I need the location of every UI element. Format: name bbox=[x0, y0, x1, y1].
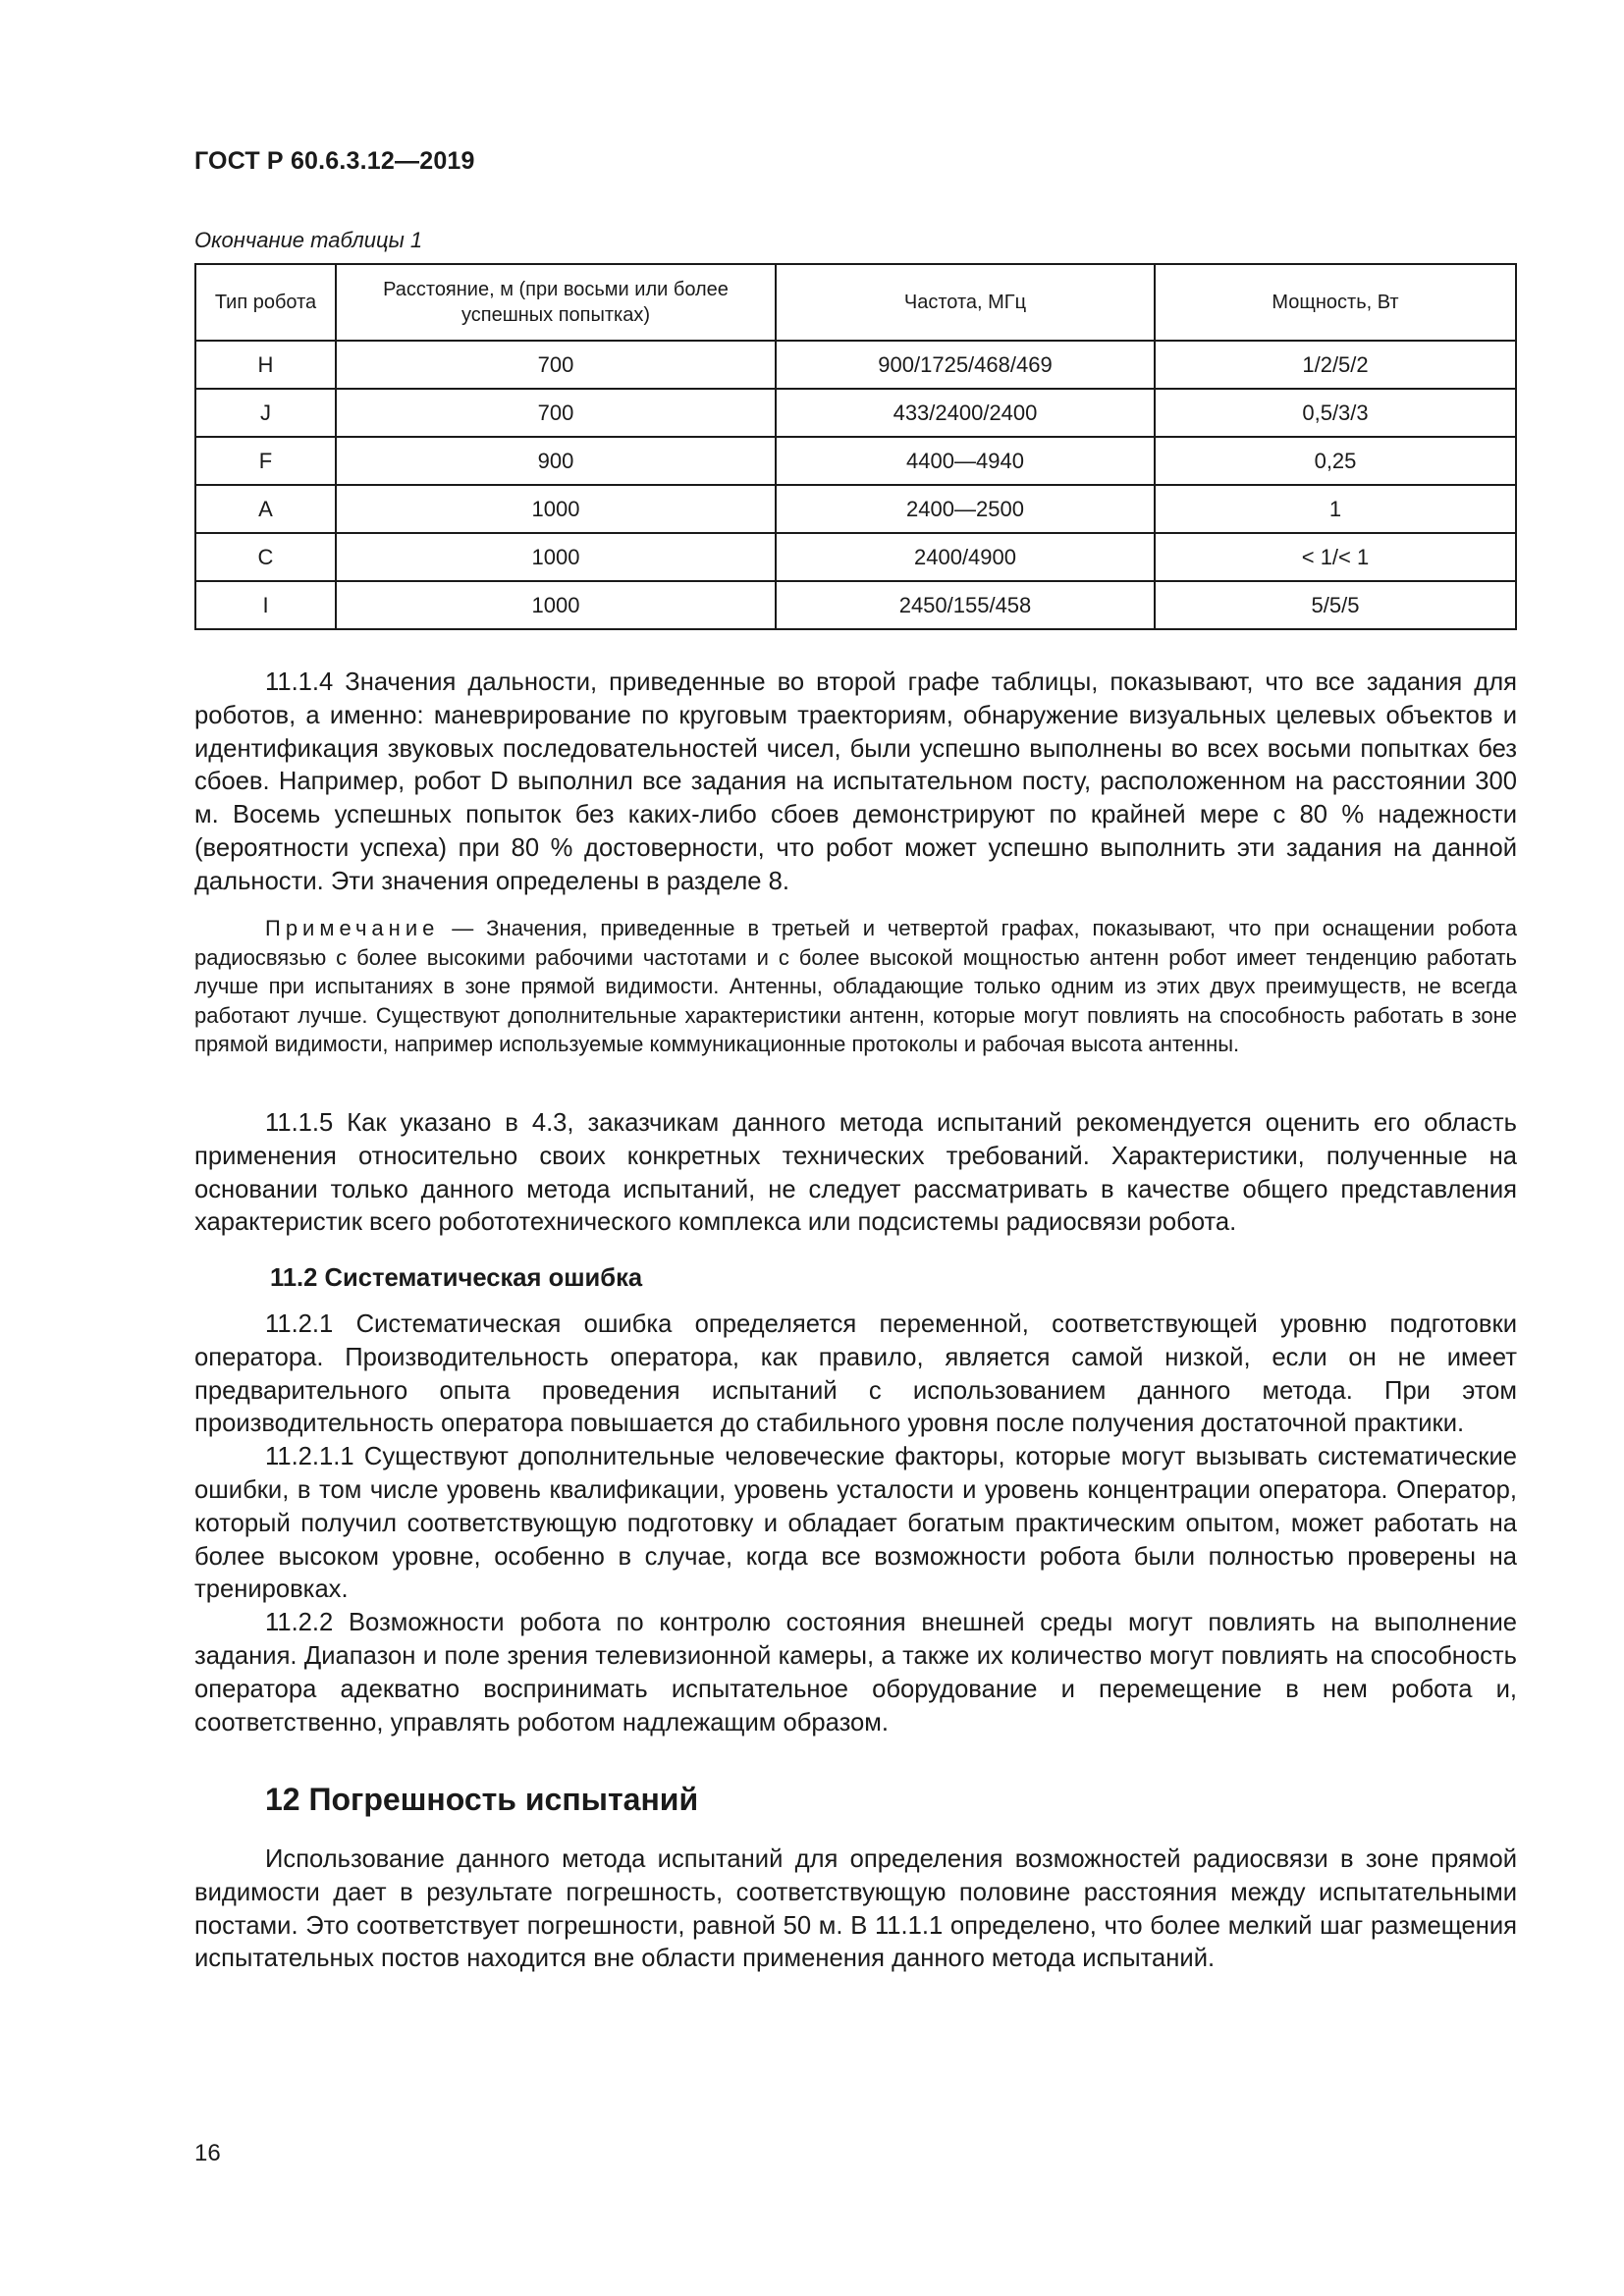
paragraph-11-2-1: 11.2.1 Систематическая ошибка определяется переменной, соответствующей уровню подготовки оператора. Производительность оператора, как правило, является самой низкой, если он не имеет предварительного опыта проведения испытаний с использованием данного метода. При этом производительность оператора повышается до стабильного уровня после получения достаточной практики. bbox=[194, 1310, 1517, 1438]
table-cell: 1000 bbox=[336, 485, 776, 533]
table-caption: Окончание таблицы 1 bbox=[194, 228, 423, 252]
table-cell: 2450/155/458 bbox=[776, 581, 1155, 629]
subsection-heading: 11.2 Систематическая ошибка bbox=[270, 1264, 643, 1292]
column-header: Тип робота bbox=[195, 264, 336, 341]
table-cell: 2400—2500 bbox=[776, 485, 1155, 533]
table-cell: 700 bbox=[336, 389, 776, 437]
table-cell: C bbox=[195, 533, 336, 581]
table-row bbox=[195, 581, 1516, 629]
table-cell: 433/2400/2400 bbox=[776, 389, 1155, 437]
table-cell: F bbox=[195, 437, 336, 485]
paragraph-block bbox=[194, 1107, 1517, 1240]
table-cell: < 1/< 1 bbox=[1155, 533, 1516, 581]
table-header-row bbox=[195, 264, 1516, 341]
table-cell: 1/2/5/2 bbox=[1155, 341, 1516, 389]
table-cell: H bbox=[195, 341, 336, 389]
table-cell: J bbox=[195, 389, 336, 437]
table-cell: 0,5/3/3 bbox=[1155, 389, 1516, 437]
note-text: — Значения, приведенные в третьей и четвертой графах, показывают, что при оснащении робота радиосвязью с более высокими рабочими частотами и с более высокой мощностью антенн робот имеет тенденцию работать лучше при испытаниях в зоне прямой видимости. Антенны, обладающие только одним из этих двух преимуществ, не всегда работают лучше. Существуют дополнительные характеристики антенн, которые могут повлиять на способность работать в зоне прямой видимости, например используемые коммуникационные протоколы и рабочая высота антенны. bbox=[194, 916, 1517, 1056]
table-row bbox=[195, 341, 1516, 389]
column-header: Мощность, Вт bbox=[1155, 264, 1516, 341]
table-cell: A bbox=[195, 485, 336, 533]
table-cell: 1000 bbox=[336, 533, 776, 581]
table-cell: 1000 bbox=[336, 581, 776, 629]
table-cell: 700 bbox=[336, 341, 776, 389]
paragraph-11-1-4: 11.1.4 Значения дальности, приведенные во второй графе таблицы, показывают, что все задания для роботов, а именно: маневрирование по круговым траекториям, обнаружение визуальных целевых объектов и идентификация звуковых последовательностей чисел, были успешно выполнены во всех восьми попытках без сбоев. Например, робот D выполнил все задания на испытательном посту, расположенном на расстоянии 300 м. Восемь успешных попыток без каких-либо сбоев демонстрируют по крайней мере с 80 % надежности (вероятности успеха) при 80 % достоверности, что робот может успешно выполнить эти задания на данной дальности. Эти значения определены в разделе 8. bbox=[194, 668, 1517, 895]
table-row bbox=[195, 533, 1516, 581]
table-cell: 5/5/5 bbox=[1155, 581, 1516, 629]
table-cell: I bbox=[195, 581, 336, 629]
paragraph-block bbox=[194, 1843, 1517, 1976]
table-cell: 4400—4940 bbox=[776, 437, 1155, 485]
data-table bbox=[194, 263, 1517, 630]
page-number: 16 bbox=[194, 2140, 221, 2166]
table-cell: 900 bbox=[336, 437, 776, 485]
paragraph-12: Использование данного метода испытаний для определения возможностей радиосвязи в зоне прямой видимости дает в результате погрешность, соответствующую половине расстояния между испытательными постами. Это соответствует погрешности, равной 50 м. В 11.1.1 определено, что более мелкий шаг размещения испытательных постов находится вне области применения данного метода испытаний. bbox=[194, 1845, 1517, 1973]
note-paragraph bbox=[194, 914, 1517, 1059]
paragraph-block bbox=[194, 667, 1517, 899]
section-heading: 12 Погрешность испытаний bbox=[265, 1782, 699, 1817]
paragraph-block bbox=[194, 1308, 1517, 1739]
paragraph-11-2-1-1: 11.2.1.1 Существуют дополнительные человеческие факторы, которые могут вызывать систематические ошибки, в том числе уровень квалификации, уровень усталости и уровень концентрации оператора. Оператор, который получил соответствующую подготовку и обладает богатым практическим опытом, может работать на более высоком уровне, особенно в случае, когда все возможности робота были полностью проверены на тренировках. bbox=[194, 1443, 1517, 1604]
column-header: Частота, МГц bbox=[776, 264, 1155, 341]
paragraph-11-2-2: 11.2.2 Возможности робота по контролю состояния внешней среды могут повлиять на выполнение задания. Диапазон и поле зрения телевизионной камеры, а также их количество могут повлиять на способность оператора адекватно воспринимать испытательное оборудование и перемещение в нем робота и, соответственно, управлять роботом надлежащим образом. bbox=[194, 1609, 1517, 1736]
paragraph-11-1-5: 11.1.5 Как указано в 4.3, заказчикам данного метода испытаний рекомендуется оценить его область применения относительно своих конкретных технических требований. Характеристики, полученные на основании только данного метода испытаний, не следует рассматривать в качестве общего представления характеристик всего робототехнического комплекса или подсистемы радиосвязи робота. bbox=[194, 1109, 1517, 1237]
note-label: Примечание bbox=[265, 916, 440, 940]
table-cell: 2400/4900 bbox=[776, 533, 1155, 581]
table-row bbox=[195, 389, 1516, 437]
column-header: Расстояние, м (при восьми или более успешных попытках) bbox=[336, 264, 776, 341]
table-cell: 1 bbox=[1155, 485, 1516, 533]
note-block bbox=[194, 914, 1517, 1059]
table-cell: 900/1725/468/469 bbox=[776, 341, 1155, 389]
table-cell: 0,25 bbox=[1155, 437, 1516, 485]
table-row bbox=[195, 437, 1516, 485]
document-header: ГОСТ Р 60.6.3.12—2019 bbox=[194, 147, 475, 175]
table-row bbox=[195, 485, 1516, 533]
